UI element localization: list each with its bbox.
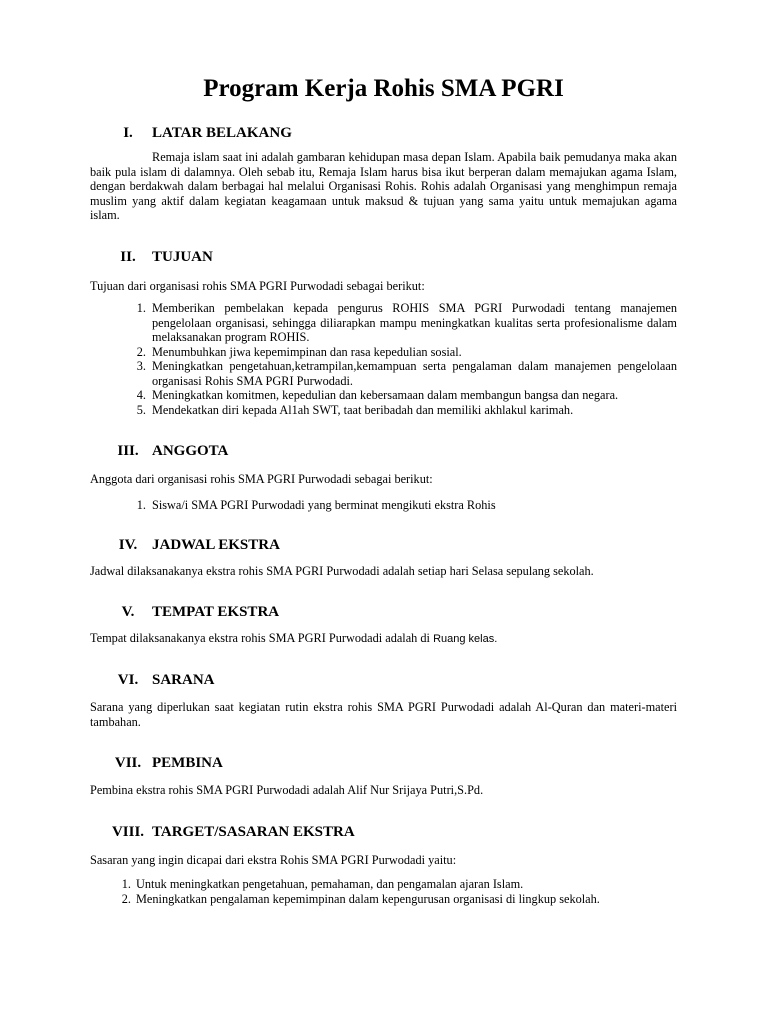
section-number: VIII. [111, 823, 145, 840]
section-heading-pembina [90, 754, 677, 772]
section-intro: Sasaran yang ingin dicapai dari ekstra Rohis SMA PGRI Purwodadi yaitu: [90, 852, 457, 867]
list-item: 4. Meningkatkan komitmen, kepedulian dan kebersamaan dalam membangun bangsa dan negara. [136, 388, 619, 402]
section-body: Remaja islam saat ini adalah gambaran kehidupan masa depan Islam. Apabila baik pemudanya maka akan baik pula islam di dalamnya. Oleh sebab itu, Remaja Islam harus bisa ikut berperan dalam memajukan agama Islam, dengan berdakwah dalam berbagai hal melalui Organisasi Rohis. Rohis adalah Organisasi yang menghimpun remaja muslim yang aktif dalam kegiatan keagamaan untuk maksud & tujuan yang sama yaitu untuk memajukan agama islam. [90, 150, 677, 222]
section-title: JADWAL EKSTRA [152, 537, 280, 553]
list-item: 1. Memberikan pembelakan kepada pengurus ROHIS SMA PGRI Purwodadi tentang manajemen pengelolaan organisasi, sehingga diliarapkan mampu meningkatkan kualitas serta profesionalisme dalam melaksanakan program ROHIS. [136, 301, 677, 344]
section-title: LATAR BELAKANG [152, 125, 292, 141]
section-heading-anggota [90, 442, 677, 460]
list-item: 1. Untuk meningkatkan pengetahuan, pemahaman, dan pengamalan ajaran Islam. [121, 877, 524, 891]
section-heading-tujuan [90, 248, 677, 266]
section-heading-jadwal-ekstra [90, 536, 677, 554]
section-body-tail: Ruang kelas. [433, 632, 498, 645]
page-title: Program Kerja Rohis SMA PGRI [203, 75, 564, 102]
section-number: III. [117, 443, 139, 459]
section-body: Jadwal dilaksanakanya ekstra rohis SMA PGRI Purwodadi adalah setiap hari Selasa sepulang sekolah. [90, 564, 594, 578]
document-page [90, 74, 677, 906]
section-number: II. [120, 248, 136, 265]
section-number: V. [121, 603, 135, 620]
list-item: 1. Siswa/i SMA PGRI Purwodadi yang berminat mengikuti ekstra Rohis [136, 497, 496, 512]
section-body [90, 631, 677, 647]
section-body: Pembina ekstra rohis SMA PGRI Purwodadi adalah Alif Nur Srijaya Putri,S.Pd. [90, 783, 484, 797]
list-item: 2. Menumbuhkan jiwa kepemimpinan dan rasa kepedulian sosial. [136, 344, 462, 359]
section-title: ANGGOTA [152, 443, 229, 459]
sasaran-list [90, 877, 677, 906]
section-title: PEMBINA [152, 755, 223, 771]
section-title: SARANA [152, 672, 215, 688]
section-heading-sarana [90, 671, 677, 689]
list-item: 5. Mendekatkan diri kepada Al1ah SWT, taat beribadah dan memiliki akhlakul karimah. [136, 402, 574, 417]
section-number: IV. [118, 537, 138, 553]
section-body: Sarana yang diperlukan saat kegiatan rutin ekstra rohis SMA PGRI Purwodadi adalah Al-Quran dan materi-materi tambahan. [90, 700, 677, 729]
list-item: 3. Meningkatkan pengetahuan,ketrampilan,kemampuan serta pengalaman dalam manajemen pengelolaan organisasi Rohis SMA PGRI Purwodadi. [136, 359, 677, 388]
tujuan-list [90, 301, 677, 417]
section-body-text: Tempat dilaksanakanya ekstra rohis SMA PGRI Purwodadi adalah di [90, 630, 430, 645]
section-number: VI. [117, 672, 139, 688]
section-title: TARGET/SASARAN EKSTRA [152, 823, 355, 840]
section-heading-tempat-ekstra [90, 603, 677, 621]
section-title: TUJUAN [152, 248, 213, 265]
anggota-list [90, 498, 677, 513]
section-heading-target-sasaran [90, 823, 677, 841]
section-number: I. [123, 125, 133, 141]
section-number: VII. [114, 755, 142, 771]
list-item: 2. Meningkatkan pengalaman kepemimpinan dalam kepengurusan organisasi di lingkup sekolah. [121, 891, 600, 906]
section-intro: Anggota dari organisasi rohis SMA PGRI Purwodadi sebagai berikut: [90, 472, 433, 486]
section-heading-latar-belakang [90, 124, 677, 142]
section-intro: Tujuan dari organisasi rohis SMA PGRI Purwodadi sebagai berikut: [90, 278, 425, 293]
section-title: TEMPAT EKSTRA [152, 603, 280, 620]
